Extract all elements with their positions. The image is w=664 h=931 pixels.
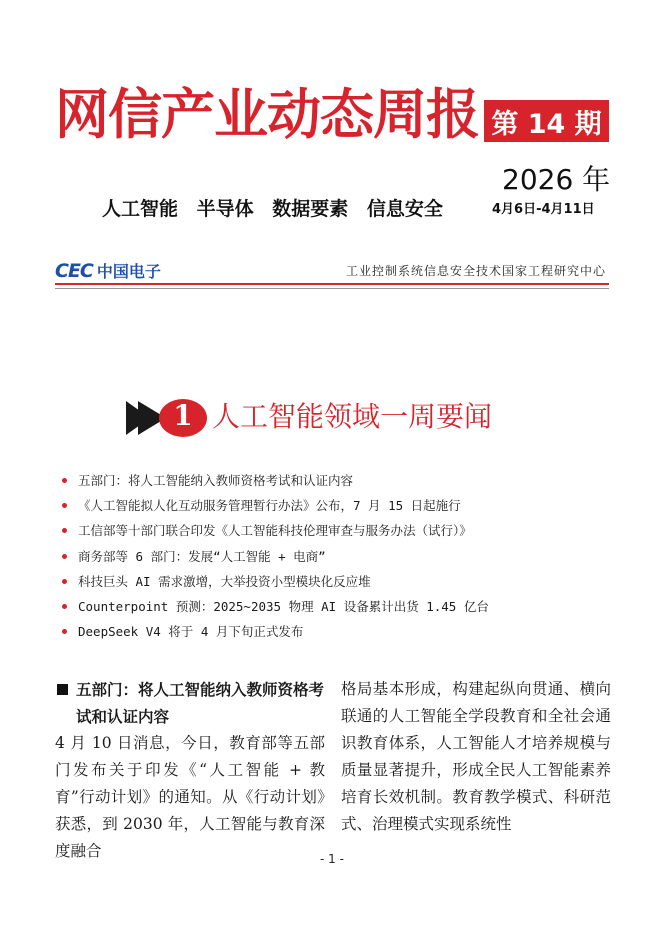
headline-item xyxy=(62,493,622,518)
article-paragraph: 4 月 10 日消息，今日，教育部等五部门发布关于印发《“人工智能 + 教育”行动计划》的通知。从《行动计划》获悉，到 2030 年，人工智能与教育深度融合 xyxy=(55,734,325,860)
headline-text: DeepSeek V4 将于 4 月下旬正式发布 xyxy=(78,624,304,640)
topic-item: 人工智能 xyxy=(102,198,179,220)
headline-item xyxy=(62,569,622,594)
article-title-text: 五部门：将人工智能纳入教师资格考试和认证内容 xyxy=(76,680,325,726)
headline-item xyxy=(62,594,622,619)
bullet-dot-icon xyxy=(62,629,67,634)
topic-item: 信息安全 xyxy=(366,198,443,220)
headline-item xyxy=(62,619,622,644)
headline-item xyxy=(62,468,622,493)
headline-text: 商务部等 6 部门：发展“人工智能 + 电商” xyxy=(78,548,326,564)
article-title xyxy=(55,676,325,730)
square-bullet-icon xyxy=(57,684,68,695)
research-center-name: 工业控制系统信息安全技术国家工程研究中心 xyxy=(345,264,606,278)
headline-text: 《人工智能拟人化互动服务管理暂行办法》公布，7 月 15 日起施行 xyxy=(78,498,461,514)
bullet-dot-icon xyxy=(62,478,67,483)
section-title: 人工智能领域一周要闻 xyxy=(212,400,493,433)
page-number: - 1 - xyxy=(320,852,344,866)
cec-logo-mark: CEC xyxy=(55,260,93,282)
article-paragraph-continued: 格局基本形成，构建起纵向贯通、横向联通的人工智能全学段教育和全社会通识教育体系，人工智能人才培养规模与质量显著提升，形成全民人工智能素养培育长效机制。教育教学模式、科研范式、治理模式实现系统性 xyxy=(341,680,611,833)
article-column-right xyxy=(341,676,611,838)
headline-text: 科技巨头 AI 需求激增，大举投资小型模块化反应堆 xyxy=(78,573,371,589)
headline-list xyxy=(62,468,622,644)
section-number: 1 xyxy=(173,399,193,432)
bullet-dot-icon xyxy=(62,604,67,609)
headline-text: 五部门：将人工智能纳入教师资格考试和认证内容 xyxy=(78,473,354,488)
headline-item xyxy=(62,518,622,543)
cec-logo-text: 中国电子 xyxy=(96,262,161,281)
header-divider-gray xyxy=(55,288,609,289)
topic-item: 半导体 xyxy=(196,198,254,220)
headline-item xyxy=(62,544,622,569)
bullet-dot-icon xyxy=(62,503,67,508)
section-heading xyxy=(126,396,566,440)
header-divider-red xyxy=(55,283,609,285)
issue-date-range: 4月6日-4月11日 xyxy=(492,202,595,217)
cec-logo xyxy=(55,259,161,282)
bullet-dot-icon xyxy=(62,528,67,533)
topic-item: 数据要素 xyxy=(272,198,349,220)
headline-text: 工信部等十部门联合印发《人工智能科技伦理审查与服务办法（试行）》 xyxy=(78,523,472,539)
issue-badge: 第 14 期 xyxy=(484,100,609,142)
article-column-left xyxy=(55,676,325,865)
headline-text: Counterpoint 预测：2025~2035 物理 AI 设备累计出货 1.45 亿台 xyxy=(78,598,489,614)
bullet-dot-icon xyxy=(62,554,67,559)
newsletter-title: 网信产业动态周报 xyxy=(55,83,479,146)
bullet-dot-icon xyxy=(62,579,67,584)
topic-list xyxy=(102,194,455,221)
issue-year: 2026 年 xyxy=(502,163,611,196)
